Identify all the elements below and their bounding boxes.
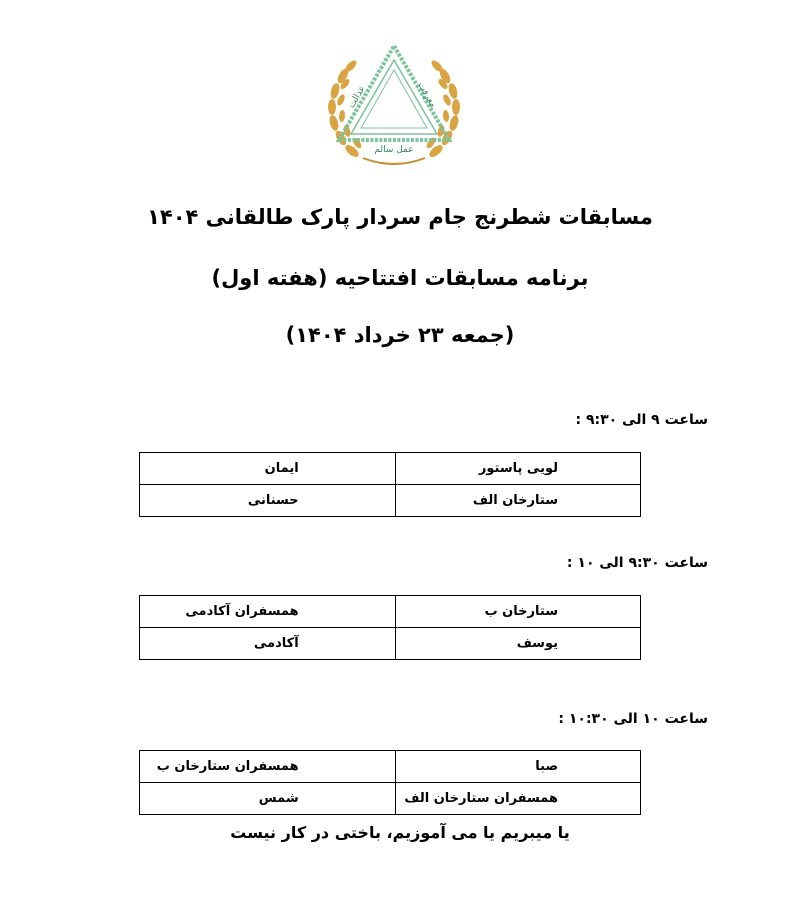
match-table (139, 750, 641, 815)
team-cell: ستارخان ب (395, 596, 640, 628)
emblem-logo (323, 36, 465, 172)
time-slot-heading: ساعت ۱۰ الی ۱۰:۳۰ : (558, 711, 708, 727)
team-cell: حسنانی (140, 485, 396, 517)
logo-text-left: عدالت (346, 84, 368, 110)
team-cell: یوسف (395, 628, 640, 660)
wheat-wreath-left-icon (328, 59, 363, 160)
match-table (139, 452, 641, 517)
team-cell: ستارخان الف (395, 485, 640, 517)
time-slot-heading: ساعت ۹ الی ۹:۳۰ : (575, 412, 708, 428)
logo-text-top: معرفت (415, 80, 438, 110)
team-cell: ایمان (140, 453, 396, 485)
team-cell: آکادمی (140, 628, 396, 660)
page-title: مسابقات شطرنج جام سردار پارک طالقانی ۱۴۰۴ (147, 205, 653, 229)
time-slot-heading: ساعت ۹:۳۰ الی ۱۰ : (566, 555, 708, 571)
team-cell: لویی پاستور (395, 453, 640, 485)
table-row (140, 783, 641, 815)
match-table (139, 595, 641, 660)
team-cell: همسفران ستارخان الف (395, 783, 640, 815)
table-row (140, 485, 641, 517)
event-date: (جمعه ۲۳ خرداد ۱۴۰۴) (285, 323, 515, 347)
page-subtitle: برنامه مسابقات افتتاحیه (هفته اول) (211, 266, 589, 290)
logo-text-bottom: عمل سالم (374, 145, 414, 155)
table-row (140, 596, 641, 628)
table-row (140, 453, 641, 485)
team-cell: همسفران آکادمی (140, 596, 396, 628)
motto-text: یا میبریم یا می آموزیم، باختی در کار نیست (230, 823, 570, 842)
ribbon-icon (363, 158, 425, 164)
team-cell: صبا (395, 751, 640, 783)
table-row (140, 628, 641, 660)
team-cell: شمس (140, 783, 396, 815)
team-cell: همسفران ستارخان ب (140, 751, 396, 783)
table-row (140, 751, 641, 783)
